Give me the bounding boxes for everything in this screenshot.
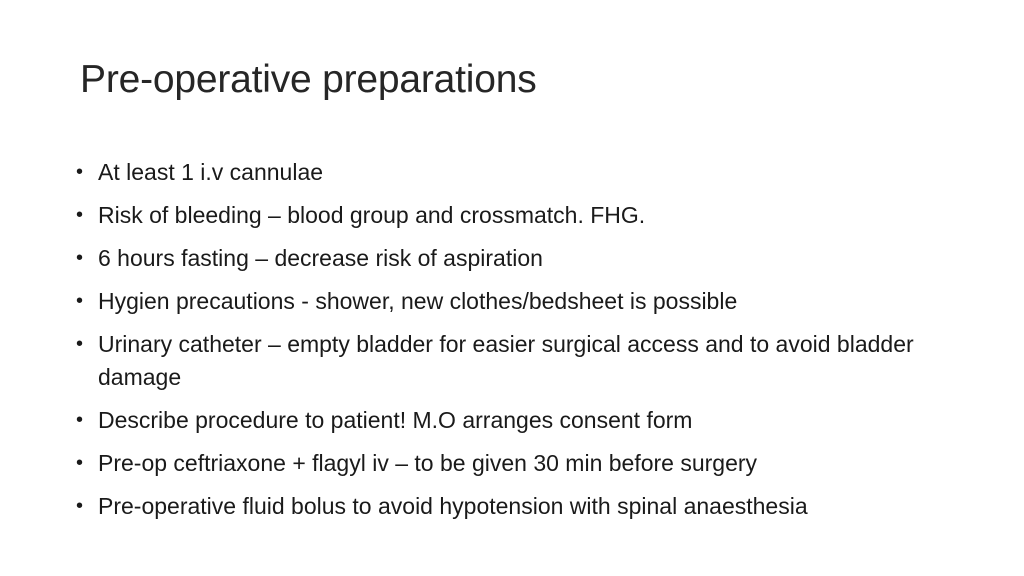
bullet-dot-icon: • bbox=[76, 333, 84, 355]
bullet-text: Pre-op ceftriaxone + flagyl iv – to be given 30 min before surgery bbox=[98, 450, 758, 476]
bullet-dot-icon: • bbox=[76, 247, 84, 269]
bullet-dot-icon: • bbox=[76, 495, 84, 517]
bullet-dot-icon: • bbox=[76, 409, 84, 431]
list-item bbox=[76, 404, 956, 437]
list-item bbox=[76, 156, 956, 189]
bullet-dot-icon: • bbox=[76, 161, 84, 183]
bullet-text: 6 hours fasting – decrease risk of aspiration bbox=[98, 245, 543, 271]
list-item bbox=[76, 328, 956, 394]
list-item bbox=[76, 242, 956, 275]
bullet-text: Hygien precautions - shower, new clothes/bedsheet is possible bbox=[98, 288, 738, 314]
list-item bbox=[76, 285, 956, 318]
bullet-text: Risk of bleeding – blood group and crossmatch. FHG. bbox=[98, 202, 646, 228]
list-item bbox=[76, 490, 956, 523]
bullet-dot-icon: • bbox=[76, 204, 84, 226]
bullet-dot-icon: • bbox=[76, 290, 84, 312]
list-item bbox=[76, 447, 956, 480]
bullet-list bbox=[76, 156, 956, 533]
slide-title: Pre-operative preparations bbox=[80, 58, 537, 101]
bullet-text: At least 1 i.v cannulae bbox=[98, 159, 324, 185]
bullet-text: Urinary catheter – empty bladder for easier surgical access and to avoid bladder damage bbox=[98, 331, 914, 390]
bullet-text: Describe procedure to patient! M.O arranges consent form bbox=[98, 407, 693, 433]
bullet-text: Pre-operative fluid bolus to avoid hypotension with spinal anaesthesia bbox=[98, 493, 808, 519]
list-item bbox=[76, 199, 956, 232]
bullet-dot-icon: • bbox=[76, 452, 84, 474]
